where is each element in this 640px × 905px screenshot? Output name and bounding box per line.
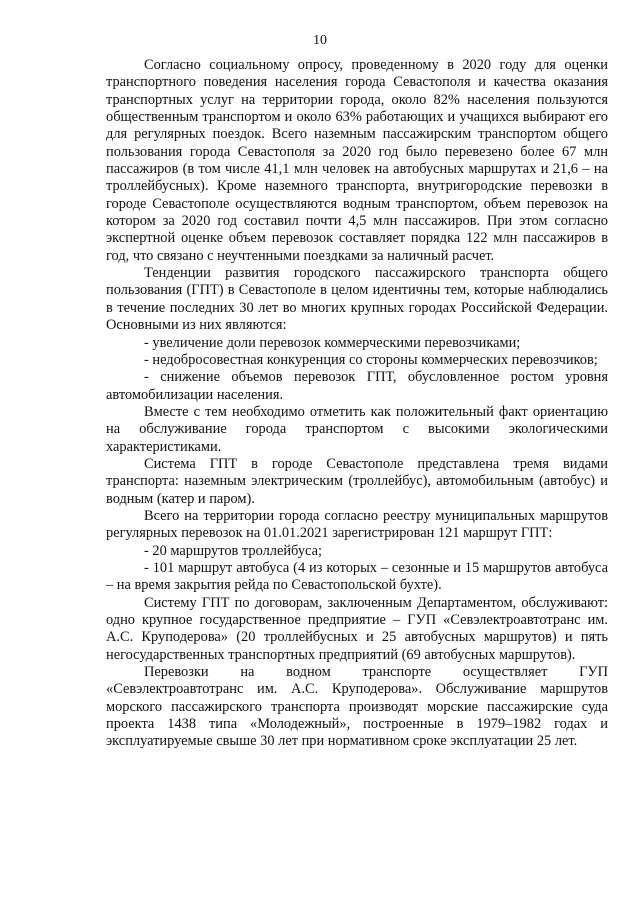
- list-item-trolleybus-routes: - 20 маршрутов троллейбуса;: [144, 542, 322, 559]
- paragraph-routes-registry: Всего на территории города согласно реестру муниципальных маршрутов регулярных перевозок на 01.01.2021 зарегистрирован 121 маршрут ГПТ:: [106, 507, 608, 542]
- page-number: 10: [313, 33, 327, 48]
- list-item-bus-routes: - 101 маршрут автобуса (4 из которых – сезонные и 15 маршрутов автобуса – на время закрытия рейда по Севастопольской бухте).: [106, 559, 608, 594]
- list-item-unfair-competition: - недобросовестная конкуренция со стороны коммерческих перевозчиков;: [144, 351, 598, 368]
- paragraph-trends: Тенденции развития городского пассажирского транспорта общего пользования (ГПТ) в Севастополе в целом идентичны тем, которые наблюдались в течение последних 30 лет во многих крупных городах Российской Федерации. Основными из них являются:: [106, 265, 608, 334]
- paragraph-survey: Согласно социальному опросу, проведенному в 2020 году для оценки транспортного поведения населения города Севастополя и качества оказания транспортных услуг на территории города, около 82% населения пользуются общественным транспортом и около 63% работающих и учащихся выбирают его для регулярных поездок. Всего наземным пассажирским транспортом общего пользования города Севастополя за 2020 год было перевезено более 67 млн пассажиров (в том числе 41,1 млн человек на автобусных маршрутах и 21,6 – на троллейбусных). Кроме наземного транспорта, внутригородские перевозки в городе Севастополе осуществляются водным транспортом, объем перевозок на котором за 2020 год составил почти 4,5 млн пассажиров. При этом согласно экспертной оценке объем перевозок составляет порядка 122 млн пассажиров в год, что связано с неучтенными поездками за наличный расчет.: [106, 57, 608, 264]
- list-item-commercial-share: - увеличение доли перевозок коммерческими перевозчиками;: [144, 334, 521, 351]
- body-text: [106, 57, 608, 751]
- paragraph-transport-system: Система ГПТ в городе Севастополе представлена тремя видами транспорта: наземным электрическим (троллейбус), автомобильным (автобус) и водным (катер и паром).: [106, 455, 608, 507]
- list-item-volume-decrease: - снижение объемов перевозок ГПТ, обусловленное ростом уровня автомобилизации населения.: [106, 369, 608, 403]
- paragraph-operators: Систему ГПТ по договорам, заключенным Департаментом, обслуживают: одно крупное государственное предприятие – ГУП «Севэлектроавтотранс им. А.С. Круподерова» (20 троллейбусных и 25 автобусных маршрутов) и пять негосударственных транспортных предприятий (69 автобусных маршрутов).: [106, 594, 608, 663]
- paragraph-water-transport: Перевозки на водном транспорте осуществляет ГУП «Севэлектроавтотранс им. А.С. Круподерова». Обслуживание маршрутов морского пассажирского транспорта производят морские пассажирские суда проекта 1438 типа «Молодежный», построенные в 1979–1982 годах и эксплуатируемые свыше 30 лет при нормативном сроке эксплуатации 25 лет.: [106, 664, 608, 750]
- paragraph-ecology: Вместе с тем необходимо отметить как положительный факт ориентацию на обслуживание города транспортом с высокими экологическими характеристиками.: [106, 403, 608, 455]
